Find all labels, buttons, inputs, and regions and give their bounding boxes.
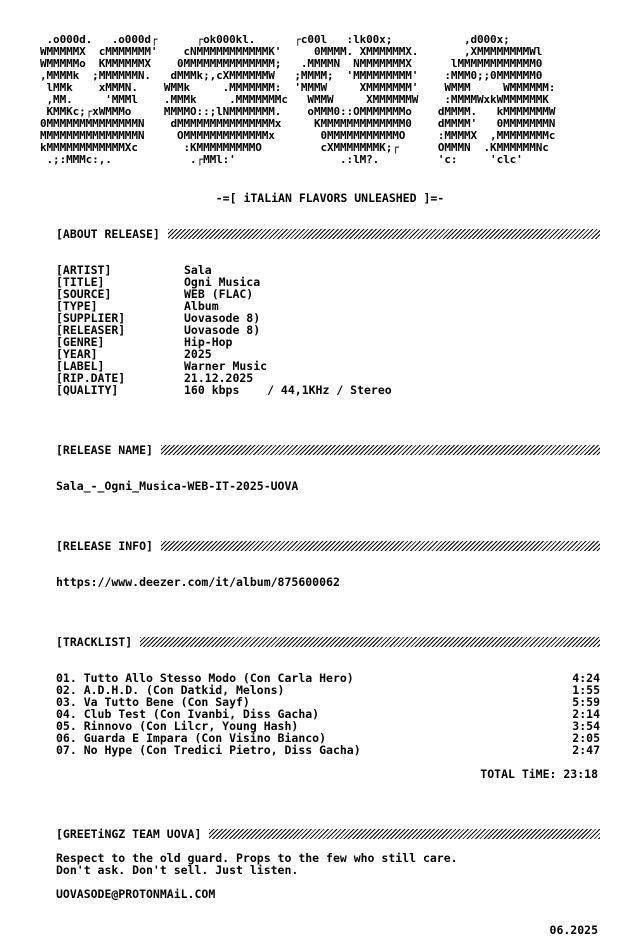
track-time: 2:47 <box>572 743 600 757</box>
detail-key: [TITLE] <box>56 275 105 289</box>
detail-row-source <box>56 288 392 300</box>
track-time: 2:14 <box>572 707 600 721</box>
detail-value: 21.12.2025 <box>184 371 254 385</box>
detail-key: [ARTIST] <box>56 263 112 277</box>
section-release-info <box>56 540 600 552</box>
detail-value: 2025 <box>184 347 212 361</box>
detail-value: Uovasode 8) <box>184 323 261 337</box>
ascii-logo: .o000d. .o000d┌ ┌ok000kl. ┌c00l :lk00x; ,d000x; WMMMMMX cMMMMMMM' cNMMMMMMMMMMMK' 0MMMM. XMMMMMMX. ,XMMMMMMMMWl WMMMMMo KMMMMMMX 0MMMMMMMMMMMMMM; .MMMMN NMMMMMMMX lMMMMMMMMMMMM0 ,MMMMk ;MMMMMMN. dMMMk;,cXMMMMMMW ;MMMM; 'MMMMMMMMM' :MMM0;;0MMMMMM0 lMMk xMMMN. WMMk .MMMMMMM: 'MMMW XMMMMMMM' WMMM WMMMMMM: ,MM. 'MMMl .MMMk .MMMMMMMc WMMW XMMMMMMW :MMMMWxkWMMMMMMK KMMKc;┌xWMMMo MMMMO::;lNMMMMMMM. oMMM0::OMMMMMMMo dMMMM. kMMMMMMMW 0MMMMMMMMMMMMMMN dMMMMMMMMMMMMMMMx KMMMMMMMMMMMMM0 dMMMM' 0MMMMMMMN MMMMMMMMMMMMMMMN OMMMMMMMMMMMMMx 0MMMMMMMMMMMO :MMMMX ,MMMMMMMMc kMMMMMMMMMMMMXc :KMMMMMMMMMO cXMMMMMMMK;┌ OMMMN .KMMMMMMNc .;:MMMc:,. .┌MMl:' .:lM?. 'c: 'clc' <box>40 33 556 166</box>
detail-value: 160 kbps / 44,1KHz / Stereo <box>184 383 392 397</box>
section-label: [GREETiNGZ TEAM UOVA] <box>56 827 202 841</box>
detail-value: Ogni Musica <box>184 275 261 289</box>
hatch-divider <box>140 637 600 647</box>
tracklist <box>56 672 600 756</box>
detail-key: [SOURCE] <box>56 287 112 301</box>
contact-email: UOVASODE@PROTONMAiL.COM <box>56 887 216 901</box>
detail-key: [YEAR] <box>56 347 98 361</box>
detail-key: [GENRE] <box>56 335 105 349</box>
greeting-line: Respect to the old guard. Props to the few who still care. <box>56 851 458 865</box>
detail-value: Warner Music <box>184 359 268 373</box>
hatch-divider <box>161 445 600 455</box>
detail-key: [RIP.DATE] <box>56 371 126 385</box>
track-row <box>56 744 600 756</box>
detail-key: [TYPE] <box>56 299 98 313</box>
section-release-name <box>56 444 600 456</box>
detail-value: Uovasode 8) <box>184 311 261 325</box>
section-tracklist <box>56 636 600 648</box>
hatch-divider <box>161 541 600 551</box>
detail-value: Album <box>184 299 219 313</box>
detail-value: Hip-Hop <box>184 335 233 349</box>
section-label: [RELEASE NAME] <box>56 443 153 457</box>
release-date: 06.2025 <box>549 923 598 937</box>
track-title: 03. Va Tutto Bene (Con Sayf) <box>56 695 250 709</box>
track-title: 06. Guarda E Impara (Con Visino Bianco) <box>56 731 327 745</box>
track-title: 02. A.D.H.D. (Con Datkid, Melons) <box>56 683 285 697</box>
tagline: -=[ iTALiAN FLAVORS UNLEASHED ]=- <box>215 191 445 205</box>
total-time: TOTAL TiME: 23:18 <box>480 767 598 781</box>
track-title: 04. Club Test (Con Ivanbi, Diss Gacha) <box>56 707 320 721</box>
track-time: 1:55 <box>572 683 600 697</box>
greeting-line: Don't ask. Don't sell. Just listen. <box>56 863 299 877</box>
track-time: 4:24 <box>572 671 600 685</box>
section-label: [ABOUT RELEASE] <box>56 227 160 241</box>
track-time: 2:05 <box>572 731 600 745</box>
detail-key: [QUALITY] <box>56 383 119 397</box>
section-about-release <box>56 228 600 240</box>
section-label: [RELEASE INFO] <box>56 539 153 553</box>
track-title: 07. No Hype (Con Tredici Pietro, Diss Gacha) <box>56 743 361 757</box>
detail-row-quality <box>56 384 392 396</box>
detail-key: [LABEL] <box>56 359 105 373</box>
track-time: 3:54 <box>572 719 600 733</box>
detail-key: [RELEASER] <box>56 323 126 337</box>
track-time: 5:59 <box>572 695 600 709</box>
section-label: [TRACKLIST] <box>56 635 133 649</box>
detail-row-genre <box>56 336 392 348</box>
track-title: 05. Rinnovo (Con Lilcr, Young Hash) <box>56 719 299 733</box>
release-url: https://www.deezer.com/it/album/875600062 <box>56 575 340 589</box>
hatch-divider <box>168 229 600 239</box>
detail-value: Sala <box>184 263 212 277</box>
section-greetings <box>56 828 600 840</box>
detail-key: [SUPPLIER] <box>56 311 126 325</box>
detail-value: WEB (FLAC) <box>184 287 254 301</box>
track-title: 01. Tutto Allo Stesso Modo (Con Carla Hero) <box>56 671 354 685</box>
release-details <box>56 264 392 396</box>
release-name: Sala_-_Ogni_Musica-WEB-IT-2025-UOVA <box>56 479 299 493</box>
hatch-divider <box>209 829 600 839</box>
